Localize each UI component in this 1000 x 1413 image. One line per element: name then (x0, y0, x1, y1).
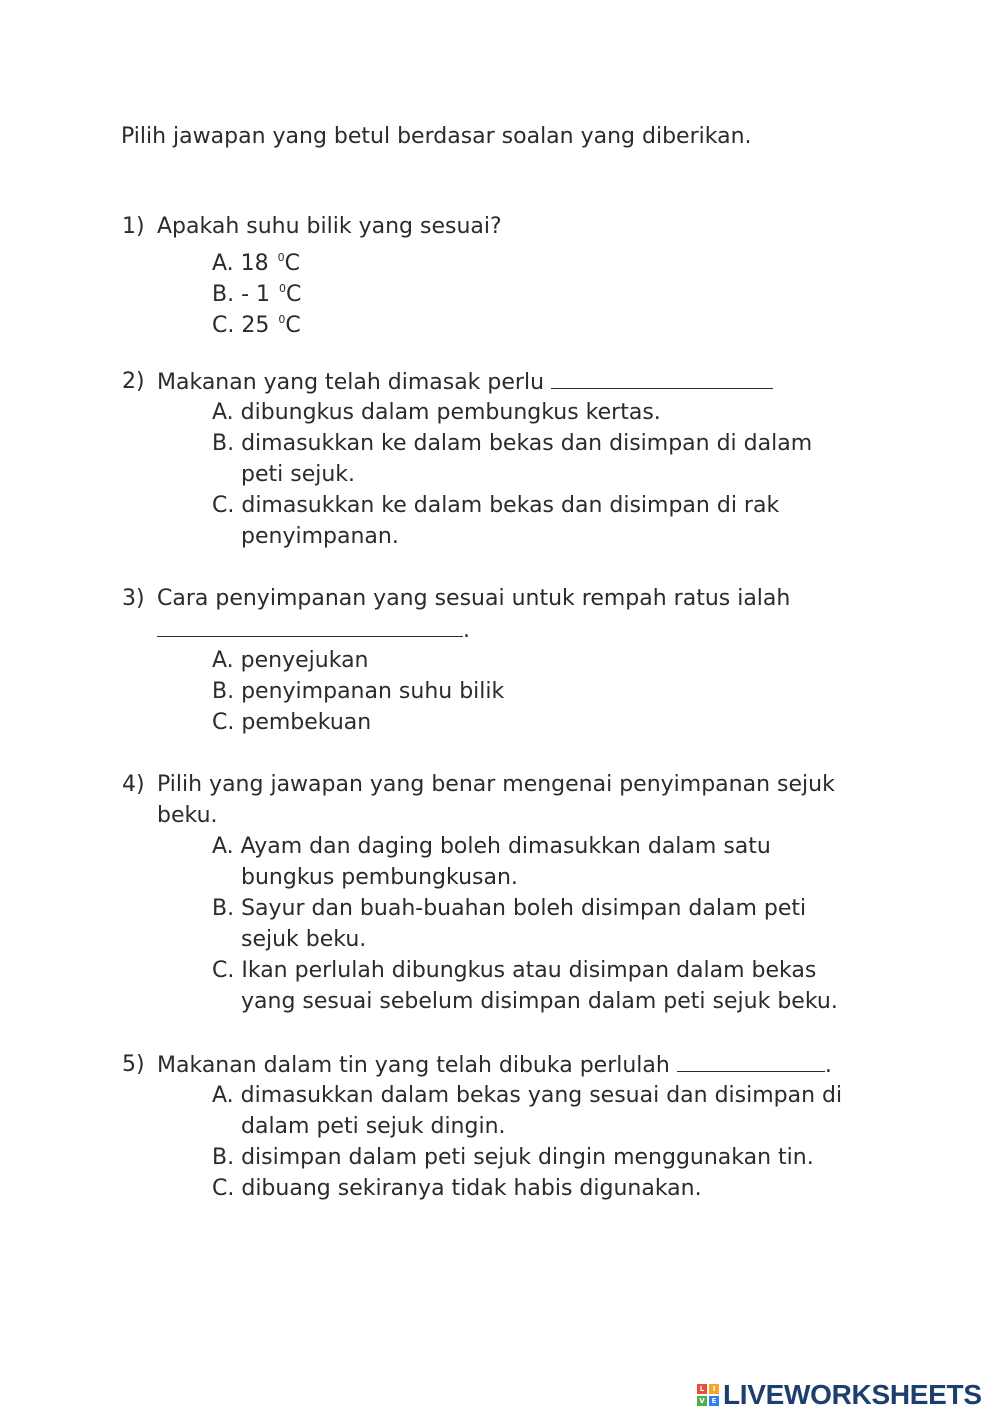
option-text: penyejukan (240, 648, 369, 673)
option-b[interactable] (122, 676, 902, 707)
brand-name: LIVEWORKSHEETS (723, 1379, 982, 1410)
option-text-continued: penyimpanan. (241, 524, 399, 549)
option-text: Ikan perlulah dibungkus atau disimpan dalam bekas (241, 958, 817, 983)
instruction-text: Pilih jawapan yang betul berdasar soalan yang diberikan. (121, 124, 752, 149)
option-text: pembekuan (241, 710, 372, 735)
option-letter: A. (212, 1083, 234, 1108)
option-c[interactable] (122, 490, 902, 521)
option-unit: C (285, 313, 301, 338)
liveworksheets-logo[interactable] (697, 1377, 982, 1413)
option-letter: C. (212, 313, 235, 338)
option-text: Ayam dan daging boleh dimasukkan dalam satu (240, 834, 771, 859)
option-b[interactable] (122, 893, 902, 924)
answer-blank[interactable] (551, 366, 773, 389)
option-letter: C. (212, 710, 235, 735)
option-text: dimasukkan dalam bekas yang sesuai dan disimpan di (240, 1083, 843, 1108)
option-letter: C. (212, 1176, 235, 1201)
option-a[interactable] (122, 397, 902, 428)
option-letter: B. (212, 431, 235, 456)
option-unit: C (284, 251, 301, 276)
option-unit: C (286, 282, 302, 307)
option-b[interactable] (122, 428, 902, 459)
option-letter: C. (212, 493, 235, 518)
question-3 (122, 583, 902, 738)
option-letter: B. (212, 896, 235, 921)
option-letter: A. (212, 648, 234, 673)
option-value: 18 (240, 251, 269, 276)
option-b[interactable] (122, 1142, 902, 1173)
option-text: Sayur dan buah-buahan boleh disimpan dalam peti (241, 896, 807, 921)
answer-blank[interactable] (677, 1049, 825, 1072)
degree-superscript: 0 (277, 251, 285, 264)
option-letter: A. (212, 400, 234, 425)
option-text: dibuang sekiranya tidak habis digunakan. (241, 1176, 702, 1201)
question-text: Apakah suhu bilik yang sesuai? (157, 214, 502, 239)
option-text: dibungkus dalam pembungkus kertas. (240, 400, 661, 425)
logo-tile: E (709, 1396, 719, 1406)
question-1 (122, 211, 902, 338)
option-a[interactable] (122, 242, 902, 276)
question-number: 4) (122, 772, 145, 797)
logo-grid-icon (697, 1384, 719, 1406)
question-text: Makanan dalam tin yang telah dibuka perlulah (157, 1053, 670, 1078)
option-text-continued: bungkus pembungkusan. (241, 865, 518, 890)
question-number: 5) (122, 1052, 145, 1077)
logo-tile: I (709, 1384, 719, 1394)
question-text: Makanan yang telah dimasak perlu (157, 370, 545, 395)
option-letter: A. (212, 834, 234, 859)
option-c[interactable] (122, 304, 902, 338)
option-a[interactable] (122, 1080, 902, 1111)
answer-blank[interactable] (157, 614, 463, 637)
option-value: 25 (241, 313, 270, 338)
question-5 (122, 1049, 902, 1204)
option-text: dimasukkan ke dalam bekas dan disimpan di rak (241, 493, 780, 518)
option-a[interactable] (122, 645, 902, 676)
question-text-continued: beku. (157, 803, 218, 828)
logo-tile: V (697, 1396, 707, 1406)
option-c[interactable] (122, 955, 902, 986)
option-text-continued: peti sejuk. (241, 462, 356, 487)
degree-superscript: 0 (279, 282, 287, 295)
question-number: 2) (122, 369, 145, 394)
option-a[interactable] (122, 831, 902, 862)
option-text: penyimpanan suhu bilik (241, 679, 505, 704)
option-text-continued: dalam peti sejuk dingin. (241, 1114, 506, 1139)
logo-tile: L (697, 1384, 707, 1394)
option-text-continued: sejuk beku. (241, 927, 367, 952)
blank-period: . (463, 618, 470, 643)
blank-period: . (824, 1053, 832, 1078)
option-letter: C. (212, 958, 235, 983)
option-text-continued: yang sesuai sebelum disimpan dalam peti sejuk beku. (241, 989, 838, 1014)
option-c[interactable] (122, 1173, 902, 1204)
option-text: dimasukkan ke dalam bekas dan disimpan di dalam (241, 431, 813, 456)
question-number: 3) (122, 586, 145, 611)
option-b[interactable] (122, 273, 902, 307)
option-letter: B. (212, 679, 235, 704)
degree-superscript: 0 (278, 313, 286, 326)
question-text: Pilih yang jawapan yang benar mengenai penyimpanan sejuk (157, 772, 835, 797)
option-letter: B. (212, 282, 235, 307)
option-letter: A. (212, 251, 234, 276)
option-text: disimpan dalam peti sejuk dingin menggunakan tin. (241, 1145, 814, 1170)
option-c[interactable] (122, 707, 902, 738)
question-text: Cara penyimpanan yang sesuai untuk rempah ratus ialah (157, 586, 791, 611)
question-number: 1) (122, 214, 145, 239)
question-4 (122, 769, 902, 1017)
option-letter: B. (212, 1145, 235, 1170)
option-value: - 1 (241, 282, 271, 307)
question-2 (122, 366, 902, 552)
